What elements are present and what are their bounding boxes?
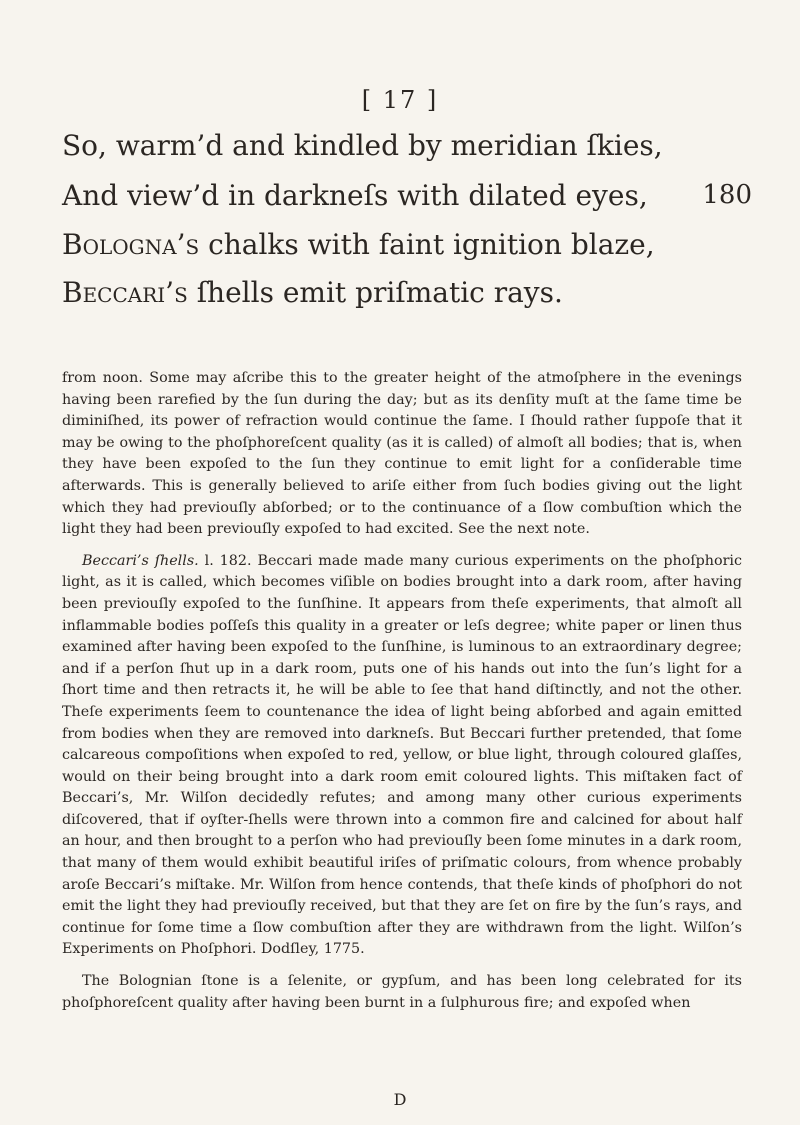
line-number: 180 <box>702 180 752 210</box>
verse-line-4 <box>62 276 563 309</box>
verse-line-4-rest: ſhells emit priſmatic rays. <box>187 276 563 309</box>
note-continuation: from noon. Some may aſcribe this to the greater height of the atmoſphere in the evenings having been rarefied by the ſun during the day; but as its denſity muſt at the ſame time be diminiſhed, its power of refraction would continue the ſame. I ſhould rather ſuppoſe that it may be owing to the phoſphoreſcent quality (as it is called) of almoſt all bodies; that is, when they have been expoſed to the ſun they continue to emit light for a conſiderable time afterwards. This is generally believed to ariſe either from ſuch bodies giving out the light which they had previouſly abſorbed; or to the continuance of a ſlow combuſtion which the light they had been previouſly expoſed to had excited. See the next note. <box>62 370 742 538</box>
verse-line-2 <box>62 179 752 212</box>
verse-line-2-text: And view’d in darkneſs with dilated eyes, <box>62 179 648 212</box>
signature-mark: D <box>393 1090 407 1109</box>
note-beccari-text: l. 182. Beccari made made many curious experiments on the phoſphoric light, as it is called, which becomes viſible on bodies brought into a dark room, after having been previouſly expoſed to the ſunſhine. It appears from theſe experiments, that almoſt all inflammable bodies poſſeſs this quality in a greater or leſs degree; white paper or linen thus examined after having been expoſed to the ſunſhine, is luminous to an extraordinary degree; and if a perſon ſhut up in a dark room, puts one of his hands out into the ſun’s light for a ſhort time and then retracts it, he will be able to ſee that hand diſtinctly, and not the other. Theſe experiments ſeem to countenance the idea of light being abſorbed and again emitted from bodies when they are removed into darkneſs. But Beccari further pretended, that ſome calcareous compoſitions when expoſed to red, yellow, or blue light, through coloured glaſſes, would on their being brought into a dark room emit coloured lights. This miſtaken fact of Beccari’s, Mr. Wilſon decidedly refutes; and among many other curious experiments diſcovered, that if oyſter-ſhells were thrown into a common fire and calcined for about half an hour, and then brought to a perſon who had previouſly been ſome minutes in a dark room, that many of them would exhibit beautiful iriſes of priſmatic colours, from whence probably aroſe Beccari’s miſtake. Mr. Wilſon from hence contends, that theſe kinds of phoſphori do not emit the light they had previouſly received, but that they are ſet on fire by the ſun’s rays, and continue for ſome time a ſlow combuſtion after they are withdrawn from the light. Wilſon’s Experiments on Phoſphori. Dodſley, 1775. <box>62 552 742 958</box>
footnotes <box>62 368 742 1014</box>
page-number: [ 17 ] <box>361 86 439 114</box>
note-beccari-label: Beccari’s ſhells. <box>82 552 199 569</box>
verse-line-4-name: Beccari’s <box>62 276 188 309</box>
note-bologna: The Bolognian ſtone is a ſelenite, or gypſum, and has been long celebrated for its phoſphoreſcent quality after having been burnt in a ſulphurous fire; and expoſed when <box>62 973 742 1011</box>
verse-line-3-rest: chalks with faint ignition blaze, <box>199 228 655 261</box>
note-beccari <box>62 551 742 961</box>
verse-line-1: So, warm’d and kindled by meridian ſkies, <box>62 129 663 162</box>
verse-line-3 <box>62 228 655 261</box>
verse-line-3-name: Bologna’s <box>62 228 200 261</box>
